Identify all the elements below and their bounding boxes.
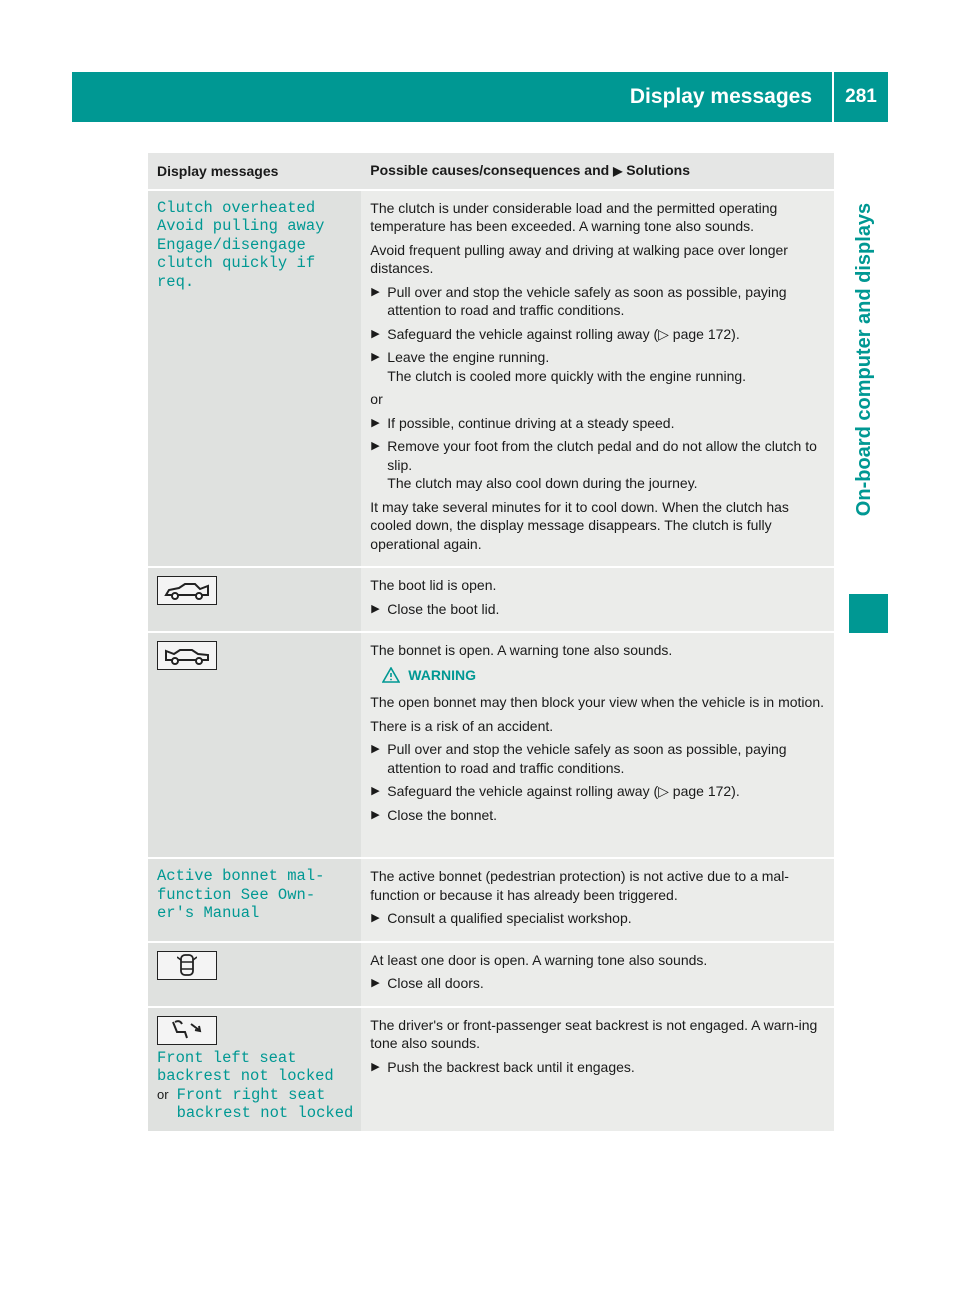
step-arrow-icon: ▶ bbox=[371, 1060, 380, 1073]
step-arrow-icon: ▶ bbox=[371, 602, 380, 615]
page-header bbox=[72, 72, 888, 122]
boot-open-icon bbox=[157, 576, 217, 605]
cause-text: The driver's or front-passenger seat backrest is not engaged. A warn-ing tone also sounds. bbox=[370, 1016, 818, 1051]
step-arrow-icon: ▶ bbox=[371, 416, 380, 429]
table-row bbox=[148, 190, 834, 568]
table-row bbox=[148, 1007, 834, 1132]
seat-backrest-icon bbox=[157, 1016, 217, 1045]
page-number: 281 bbox=[845, 86, 877, 107]
solution-step: ▶ Remove your foot from the clutch pedal and do not allow the clutch to slip. The clutch may also cool down during the journey. bbox=[371, 438, 817, 491]
warning-triangle-icon bbox=[382, 667, 400, 683]
message-cell bbox=[148, 190, 361, 568]
solution-step: ▶ Close the bonnet. bbox=[371, 806, 498, 823]
display-message-text: Front right seat backrest not locked bbox=[176, 1085, 354, 1122]
message-cell bbox=[148, 942, 361, 1007]
solution-step: ▶ If possible, continue driving at a steady speed. bbox=[371, 414, 675, 431]
warning-text: There is a risk of an accident. bbox=[370, 717, 554, 734]
step-arrow-icon: ▶ bbox=[371, 808, 380, 821]
step-arrow-icon: ▶ bbox=[371, 785, 380, 797]
solution-arrow-icon: ▶ bbox=[613, 164, 623, 178]
cause-text: The bonnet is open. A warning tone also sounds. bbox=[370, 642, 673, 658]
warning-text: The open bonnet may then block your view when the vehicle is in motion. bbox=[370, 694, 824, 710]
table-row bbox=[148, 858, 834, 942]
column-header-causes: Possible causes/consequences and ▶ Solutions bbox=[361, 153, 834, 190]
bonnet-open-icon bbox=[157, 641, 217, 670]
solution-step: ▶ Pull over and stop the vehicle safely as soon as possible, paying attention to road and traffic conditions. bbox=[371, 283, 787, 318]
display-message-text: Clutch overheated Avoid pulling away Engage/disengage clutch quickly if req. bbox=[157, 198, 325, 291]
solution-step: ▶ Pull over and stop the vehicle safely as soon as possible, paying attention to road and traffic conditions. bbox=[371, 741, 787, 776]
table-row bbox=[148, 567, 834, 632]
table-row bbox=[148, 942, 834, 1007]
solution-step: ▶ Leave the engine running. The clutch is cooled more quickly with the engine running. bbox=[371, 349, 747, 384]
message-cell bbox=[148, 567, 361, 632]
solution-cell bbox=[361, 567, 834, 632]
solution-cell bbox=[361, 190, 834, 568]
step-arrow-icon: ▶ bbox=[371, 440, 380, 452]
header-title: Display messages bbox=[629, 85, 812, 108]
solution-step: ▶ Consult a qualified specialist workshop. bbox=[371, 910, 632, 926]
table-header-row bbox=[148, 153, 834, 190]
display-message-text: Front left seat backrest not locked bbox=[157, 1048, 334, 1085]
cause-text: Avoid frequent pulling away and driving at walking pace over longer distances. bbox=[370, 241, 788, 276]
solution-step: ▶ Safeguard the vehicle against rolling away (▷ page 172). bbox=[371, 325, 740, 342]
or-text: or bbox=[370, 391, 383, 407]
display-messages-table bbox=[148, 153, 834, 1133]
cause-text: At least one door is open. A warning tone also sounds. bbox=[370, 951, 708, 968]
step-arrow-icon: ▶ bbox=[371, 977, 380, 989]
solution-step: ▶ Close all doors. bbox=[371, 975, 484, 991]
alt-message: or Front right seat backrest not locked bbox=[157, 1085, 354, 1122]
section-title: On-board computer and displays bbox=[853, 202, 876, 516]
step-arrow-icon: ▶ bbox=[371, 351, 380, 363]
step-arrow-icon: ▶ bbox=[371, 743, 380, 755]
solution-cell bbox=[361, 632, 834, 858]
section-side-label bbox=[842, 122, 888, 596]
solution-step: ▶ Push the backrest back until it engages. bbox=[371, 1058, 635, 1075]
cause-text: The clutch is under considerable load and the permitted operating temperature has been exceeded. A warning tone also sounds. bbox=[370, 199, 778, 234]
message-cell bbox=[148, 858, 361, 942]
cause-text: The active bonnet (pedestrian protection) is not active due to a mal-function or because it has already been triggered. bbox=[370, 868, 789, 903]
solution-step: ▶ Close the boot lid. bbox=[371, 600, 500, 617]
solution-cell bbox=[361, 1007, 834, 1132]
table-row bbox=[148, 632, 834, 858]
step-arrow-icon: ▶ bbox=[371, 327, 380, 340]
step-arrow-icon: ▶ bbox=[371, 285, 380, 298]
cause-text: The boot lid is open. bbox=[370, 577, 497, 593]
display-message-text: Active bonnet mal‐ function See Own‐ er's Manual bbox=[157, 867, 325, 922]
column-header-messages: Display messages bbox=[148, 153, 361, 190]
solution-cell bbox=[361, 942, 834, 1007]
solution-cell bbox=[361, 858, 834, 942]
step-arrow-icon: ▶ bbox=[371, 912, 380, 924]
door-open-icon bbox=[157, 951, 217, 980]
warning-heading: WARNING bbox=[382, 666, 826, 685]
section-marker bbox=[849, 594, 888, 633]
message-cell bbox=[148, 632, 361, 858]
cause-text: It may take several minutes for it to cool down. When the clutch has cooled down, the display message disappears. The clutch is fully operational again. bbox=[370, 498, 789, 552]
solution-step: ▶ Safeguard the vehicle against rolling away (▷ page 172). bbox=[371, 783, 740, 799]
message-cell bbox=[148, 1007, 361, 1132]
